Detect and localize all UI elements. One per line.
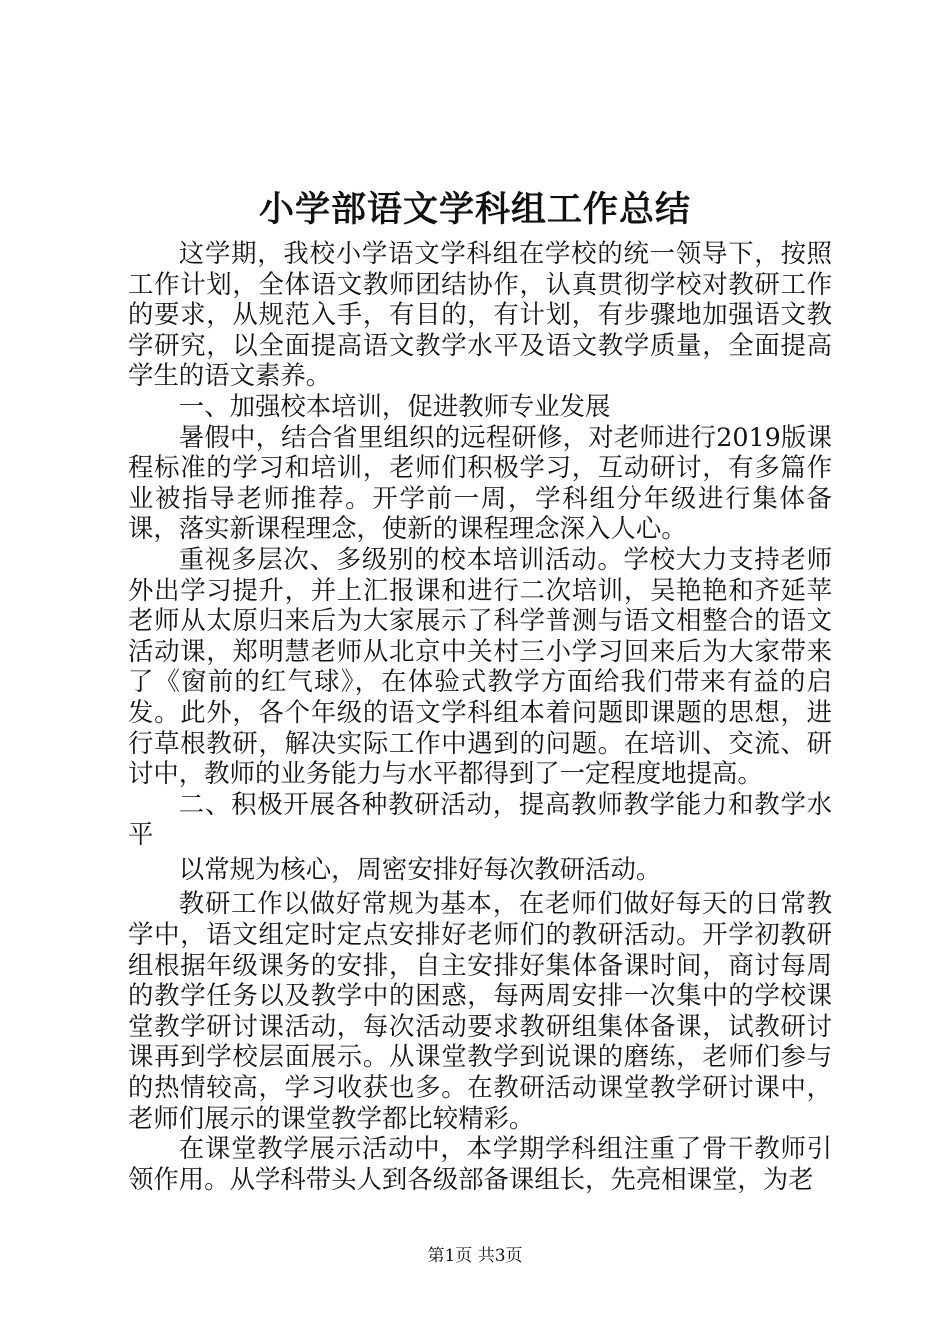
document-title: 小学部语文学科组工作总结 xyxy=(258,189,691,230)
section-heading-2: 二、积极开展各种教研活动，提高教师教学能力和教学水平 xyxy=(128,788,832,850)
paragraph-intro: 这学期，我校小学语文学科组在学校的统一领导下，按照工作计划，全体语文教师团结协作，认真贯彻学校对教研工作的要求，从规范入手，有目的，有计划，有步骤地加强语文教学研究，以全面提高语文教学水平及语文教学质量，全面提高学生的语文素养。 xyxy=(128,238,832,391)
paragraph-routine: 以常规为核心，周密安排好每次教研活动。 xyxy=(178,853,662,884)
section-heading-1: 一、加强校本培训，促进教师专业发展 xyxy=(178,390,611,421)
paragraph-school-training: 重视多层次、多级别的校本培训活动。学校大力支持老师外出学习提升，并上汇报课和进行二次培训，吴艳艳和齐延苹老师从太原归来后为大家展示了科学普测与语文相整合的语文活动课，郑明慧老师从北京中关村三小学习回来后为大家带来了《窗前的红气球》，在体验式教学方面给我们带来有益的启发。此外，各个年级的语文学科组本着问题即课题的思想，进行草根教研，解决实际工作中遇到的问题。在培训、交流、研讨中，教师的业务能力与水平都得到了一定程度地提高。 xyxy=(128,543,832,789)
paragraph-summer-training: 暑假中，结合省里组织的远程研修，对老师进行2019版课程标准的学习和培训，老师们积极学习，互动研讨，有多篇作业被指导老师推荐。开学前一周，学科组分年级进行集体备课，落实新课程理念，使新的课程理念深入人心。 xyxy=(128,421,832,544)
page-footer: 第1页 共3页 xyxy=(427,1246,523,1266)
document-body xyxy=(128,238,832,1194)
paragraph-classroom-display: 在课堂教学展示活动中，本学期学科组注重了骨干教师引领作用。从学科带头人到各级部备课组长，先亮相课堂，为老 xyxy=(128,1133,832,1194)
paragraph-research-work: 教研工作以做好常规为基本，在老师们做好每天的日常教学中，语文组定时定点安排好老师们的教研活动。开学初教研组根据年级课务的安排，自主安排好集体备课时间，商讨每周的教学任务以及教学中的困惑，每两周安排一次集中的学校课堂教学研讨课活动，每次活动要求教研组集体备课，试教研讨课再到学校层面展示。从课堂教学到说课的磨练，老师们参与的热情较高，学习收获也多。在教研活动课堂教学研讨课中，老师们展示的课堂教学都比较精彩。 xyxy=(128,888,832,1133)
